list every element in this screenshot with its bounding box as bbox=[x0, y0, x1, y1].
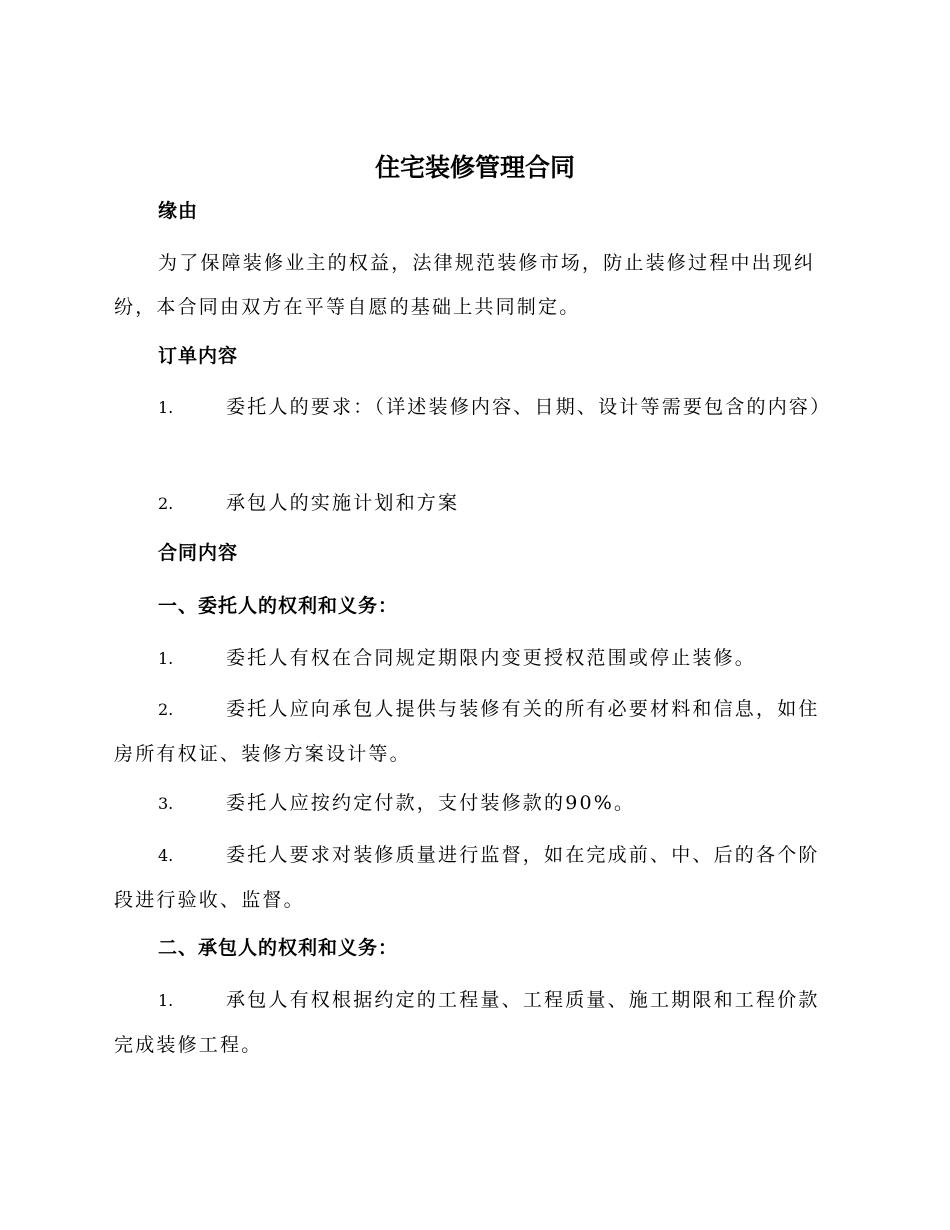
order-item-2 bbox=[114, 481, 834, 526]
part1-item-4-text: 委托人要求对装修质量进行监督，如在完成前、中、后的各个阶段进行验收、监督。 bbox=[114, 844, 820, 911]
part2-item-1 bbox=[114, 978, 834, 1067]
part2-item-1-number: 1. bbox=[158, 991, 174, 1010]
order-item-1-number: 1. bbox=[158, 398, 174, 417]
part2-item-1-text: 承包人有权根据约定的工程量、工程质量、施工期限和工程价款完成装修工程。 bbox=[114, 989, 820, 1056]
heading-part1: 一、委托人的权利和义务： bbox=[158, 595, 399, 617]
heading-reason: 缘由 bbox=[158, 200, 199, 222]
order-item-1 bbox=[114, 385, 834, 430]
part1-item-1-text: 委托人有权在合同规定期限内变更授权范围或停止装修。 bbox=[226, 647, 757, 669]
part1-item-2-text: 委托人应向承包人提供与装修有关的所有必要材料和信息，如住房所有权证、装修方案设计等。 bbox=[114, 698, 820, 765]
heading-order: 订单内容 bbox=[158, 345, 239, 367]
part1-item-1 bbox=[114, 636, 834, 681]
part1-item-3-number: 3. bbox=[158, 794, 174, 813]
order-item-2-text: 承包人的实施计划和方案 bbox=[226, 492, 460, 514]
order-item-1-text: 委托人的要求：（详述装修内容、日期、设计等需要包含的内容） bbox=[226, 396, 832, 418]
part1-item-3 bbox=[114, 781, 834, 826]
part1-item-4 bbox=[114, 833, 834, 922]
part1-item-2 bbox=[114, 687, 834, 776]
part1-item-2-number: 2. bbox=[158, 700, 174, 719]
heading-contract: 合同内容 bbox=[158, 542, 239, 564]
part1-item-1-number: 1. bbox=[158, 649, 174, 668]
part1-item-3-text: 委托人应按约定付款，支付装修款的90%。 bbox=[226, 792, 636, 814]
order-item-2-number: 2. bbox=[158, 494, 174, 513]
document-title: 住宅装修管理合同 bbox=[374, 153, 575, 182]
part1-item-4-number: 4. bbox=[158, 846, 174, 865]
heading-part2: 二、承包人的权利和义务： bbox=[158, 937, 399, 959]
paragraph-reason: 为了保障装修业主的权益，法律规范装修市场，防止装修过程中出现纠纷，本合同由双方在平等自愿的基础上共同制定。 bbox=[114, 252, 816, 318]
